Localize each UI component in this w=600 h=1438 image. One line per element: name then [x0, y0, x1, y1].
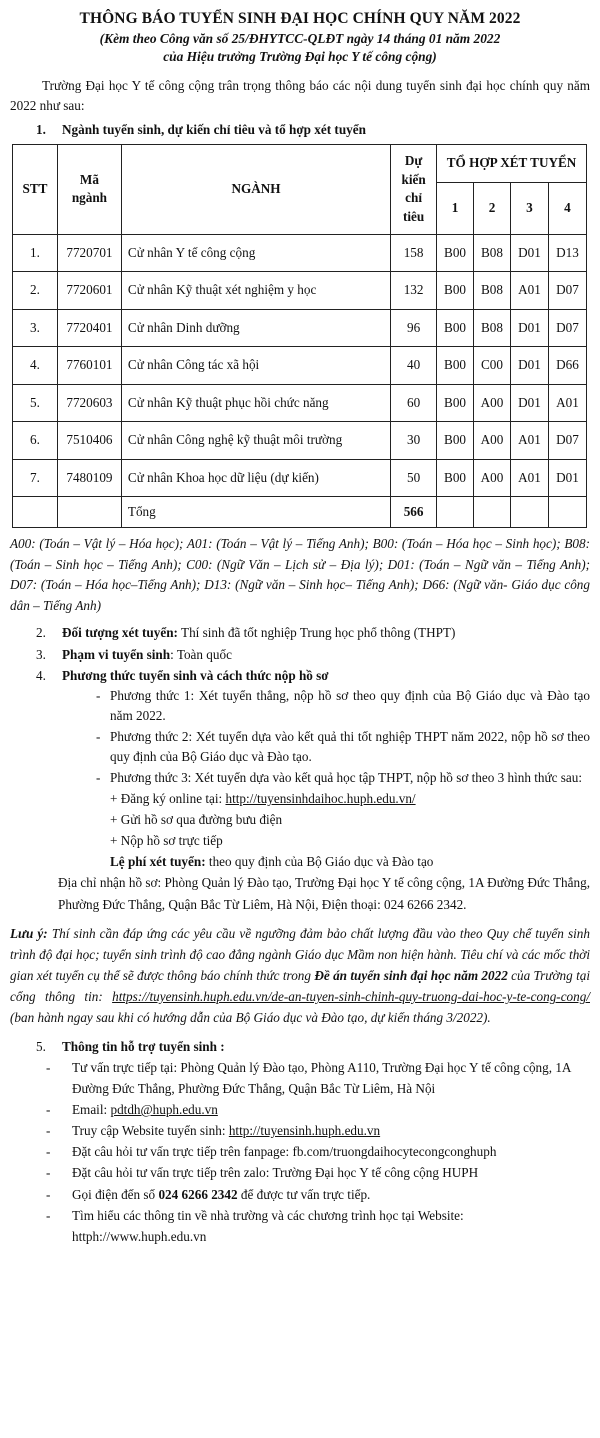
section-5-label: Thông tin hỗ trợ tuyển sinh :	[62, 1039, 225, 1055]
cell-empty	[437, 497, 474, 528]
table-row	[13, 422, 587, 460]
section-1-heading	[36, 121, 590, 139]
cell-combo-3: D01	[510, 347, 548, 385]
cell-quota: 40	[391, 347, 437, 385]
document-subtitle-line2: của Hiệu trưởng Trường Đại học Y tế công cộng)	[163, 48, 437, 64]
cell-code: 7760101	[57, 347, 121, 385]
note-text-3: (ban hành ngay sau khi có hướng dẫn của Bộ Giáo dục và Đào tạo, dự kiến tháng 3/2022).	[10, 1010, 491, 1026]
table-row	[13, 234, 587, 272]
cell-combo-4: D07	[548, 422, 586, 460]
table-total-row	[13, 497, 587, 528]
cell-combo-2: A00	[474, 459, 511, 497]
cell-major: Cử nhân Công nghệ kỹ thuật môi trường	[121, 422, 390, 460]
support-phone	[46, 1184, 590, 1205]
phone-number: 024 6266 2342	[158, 1186, 238, 1202]
bullet-dash: -	[96, 769, 101, 785]
document-title: THÔNG BÁO TUYỂN SINH ĐẠI HỌC CHÍNH QUY NĂM 2022	[79, 10, 521, 27]
cell-empty	[510, 497, 548, 528]
cell-combo-3: A01	[510, 459, 548, 497]
total-label: Tổng	[121, 497, 390, 528]
cell-quota: 30	[391, 422, 437, 460]
cell-stt: 5.	[13, 384, 58, 422]
cell-stt: 6.	[13, 422, 58, 460]
cell-combo-4: D07	[548, 272, 586, 310]
section-2	[36, 624, 590, 642]
support-website	[46, 1120, 590, 1141]
section-3-number: 3.	[36, 646, 46, 662]
table-row	[13, 459, 587, 497]
bullet-dash: -	[46, 1186, 51, 1202]
bullet-dash: -	[96, 687, 101, 703]
method-2	[96, 727, 590, 768]
cell-quota: 50	[391, 459, 437, 497]
total-value: 566	[391, 497, 437, 528]
fee-text: theo quy định của Bộ Giáo dục và Đào tạo	[205, 854, 434, 870]
section-4-label: Phương thức tuyển sinh và cách thức nộp hồ sơ	[62, 668, 329, 684]
cell-combo-2: B08	[474, 234, 511, 272]
admission-plan-link[interactable]: https://tuyensinh.huph.edu.vn/de-an-tuyen-sinh-chinh-quy-truong-dai-hoc-y-te-cong-cong/	[112, 989, 590, 1005]
fanpage-text: Đặt câu hỏi tư vấn trực tiếp trên fanpage: fb.com/truongdaihocytecongconghuph	[72, 1144, 497, 1160]
header-combo-2: 2	[474, 182, 511, 234]
method-1	[96, 686, 590, 727]
option-online	[110, 788, 590, 809]
bullet-dash: -	[46, 1102, 51, 1118]
section-3	[36, 646, 590, 664]
support-list	[46, 1057, 590, 1247]
section-2-label: Đối tượng xét tuyển:	[62, 625, 178, 641]
header-major: NGÀNH	[121, 144, 390, 234]
note-text-1: Thí sinh cần đáp ứng các yêu cầu về ngưỡng đảm bảo chất lượng đầu vào theo Quy chế tuyển sinh trình độ đại học; tuyển sinh trình độ cao đẳng ngành Giáo dục Mầm non hiện hành. Tiêu chí và các mốc thời gian xét tuyển cụ thể sẽ được thông báo chính thức trong	[10, 925, 590, 983]
header-combo: TỔ HỢP XÉT TUYỂN	[437, 144, 587, 182]
cell-major: Cử nhân Kỹ thuật phục hồi chức năng	[121, 384, 390, 422]
section-3-text: : Toàn quốc	[170, 646, 232, 662]
phone-label: Gọi điện đến số	[72, 1186, 159, 1202]
online-registration-link[interactable]: http://tuyensinhdaihoc.huph.edu.vn/	[225, 790, 416, 806]
header-stt: STT	[13, 144, 58, 234]
cell-code: 7720603	[57, 384, 121, 422]
support-email	[46, 1099, 590, 1120]
zalo-text: Đặt câu hỏi tư vấn trực tiếp trên zalo: Trường Đại học Y tế công cộng HUPH	[72, 1165, 479, 1181]
cell-stt: 1.	[13, 234, 58, 272]
cell-combo-4: D66	[548, 347, 586, 385]
cell-combo-3: A01	[510, 422, 548, 460]
header-quota: Dự kiến chỉ tiêu	[391, 144, 437, 234]
cell-combo-2: B08	[474, 272, 511, 310]
cell-empty	[474, 497, 511, 528]
cell-combo-1: B00	[437, 422, 474, 460]
website-label: Truy cập Website tuyển sinh:	[72, 1123, 229, 1139]
admission-website-link[interactable]: http://tuyensinh.huph.edu.vn	[228, 1123, 381, 1139]
cell-empty	[57, 497, 121, 528]
cell-stt: 4.	[13, 347, 58, 385]
support-consult-text: Tư vấn trực tiếp tại: Phòng Quản lý Đào tạo, Phòng A110, Trường Đại học Y tế công cộng, 1A Đường Đức Thắng, Phường Đức Thắng, Quận Bắc Từ Liêm, Hà Nội	[72, 1059, 571, 1096]
cell-stt: 2.	[13, 272, 58, 310]
admission-table	[12, 144, 587, 529]
document-subtitle-line1: (Kèm theo Công văn số 25/ĐHYTCC-QLĐT ngày 14 tháng 01 năm 2022	[99, 30, 501, 46]
bullet-dash: -	[46, 1144, 51, 1160]
support-fanpage	[46, 1141, 590, 1162]
cell-combo-1: B00	[437, 234, 474, 272]
cell-combo-1: B00	[437, 459, 474, 497]
table-row	[13, 309, 587, 347]
cell-combo-3: A01	[510, 272, 548, 310]
cell-combo-4: D01	[548, 459, 586, 497]
option-online-text: + Đăng ký online tại:	[110, 790, 226, 806]
cell-combo-1: B00	[437, 384, 474, 422]
cell-combo-1: B00	[437, 347, 474, 385]
cell-code: 7480109	[57, 459, 121, 497]
method-3-text: Phương thức 3: Xét tuyển dựa vào kết quả học tập THPT, nộp hồ sơ theo 3 hình thức sau:	[110, 769, 583, 785]
section-3-label: Phạm vi tuyển sinh	[62, 646, 171, 662]
header-combo-3: 3	[510, 182, 548, 234]
fee-line	[110, 851, 590, 872]
bullet-dash: -	[46, 1207, 51, 1223]
section-2-text: Thí sinh đã tốt nghiệp Trung học phổ thông (THPT)	[177, 625, 456, 641]
cell-code: 7510406	[57, 422, 121, 460]
cell-major: Cử nhân Dinh dưỡng	[121, 309, 390, 347]
bullet-dash: -	[46, 1165, 51, 1181]
cell-stt: 3.	[13, 309, 58, 347]
option-post: + Gửi hồ sơ qua đường bưu điện	[110, 812, 283, 828]
methods-list	[96, 686, 590, 873]
fee-label: Lệ phí xét tuyển:	[110, 854, 206, 870]
cell-code: 7720401	[57, 309, 121, 347]
note-paragraph	[10, 923, 590, 1029]
cell-empty	[13, 497, 58, 528]
support-consult	[46, 1057, 590, 1099]
cell-code: 7720601	[57, 272, 121, 310]
method-3-options	[110, 788, 590, 873]
cell-combo-4: D07	[548, 309, 586, 347]
bullet-dash: -	[46, 1123, 51, 1139]
cell-combo-2: A00	[474, 422, 511, 460]
table-row	[13, 347, 587, 385]
email-link[interactable]: pdtdh@huph.edu.vn	[110, 1102, 218, 1118]
note-strong: Đề án tuyển sinh đại học năm 2022	[314, 967, 508, 983]
cell-combo-2: A00	[474, 384, 511, 422]
cell-combo-1: B00	[437, 272, 474, 310]
note-label: Lưu ý:	[10, 925, 48, 941]
cell-code: 7720701	[57, 234, 121, 272]
method-1-text: Phương thức 1: Xét tuyển thẳng, nộp hồ sơ theo quy định của Bộ Giáo dục và Đào tạo năm 2022.	[110, 687, 590, 724]
method-3	[96, 768, 590, 788]
table-row	[13, 384, 587, 422]
cell-quota: 158	[391, 234, 437, 272]
email-label: Email:	[72, 1102, 111, 1118]
cell-combo-4: D13	[548, 234, 586, 272]
cell-combo-3: D01	[510, 384, 548, 422]
header-combo-4: 4	[548, 182, 586, 234]
section-4-number: 4.	[36, 668, 46, 684]
cell-major: Cử nhân Kỹ thuật xét nghiệm y học	[121, 272, 390, 310]
bullet-dash: -	[46, 1059, 51, 1075]
cell-major: Cử nhân Khoa học dữ liệu (dự kiến)	[121, 459, 390, 497]
cell-combo-3: D01	[510, 309, 548, 347]
note-text-2: của Trường tại cổng thông tin:	[10, 967, 590, 1005]
method-2-text: Phương thức 2: Xét tuyển dựa vào kết quả thi tốt nghiệp THPT năm 2022, nộp hồ sơ theo quy định của Bộ Giáo dục và Đào tạo.	[110, 728, 590, 765]
support-zalo	[46, 1162, 590, 1183]
section-4	[36, 667, 590, 685]
cell-quota: 96	[391, 309, 437, 347]
cell-stt: 7.	[13, 459, 58, 497]
submission-address: Địa chỉ nhận hồ sơ: Phòng Quản lý Đào tạo, Trường Đại học Y tế công cộng, 1A Đường Đức Thắng, Phường Đức Thắng, Quận Bắc Từ Liêm, Hà Nội, Điện thoại: 024 6266 2342.	[58, 875, 590, 912]
section-1-title: Ngành tuyển sinh, dự kiến chỉ tiêu và tổ hợp xét tuyển	[62, 122, 366, 138]
cell-combo-2: C00	[474, 347, 511, 385]
section-2-number: 2.	[36, 625, 46, 641]
option-direct: + Nộp hồ sơ trực tiếp	[110, 833, 223, 849]
combo-legend: A00: (Toán – Vật lý – Hóa học); A01: (Toán – Vật lý – Tiếng Anh); B00: (Toán – Hóa học – Sinh học); B08: (Toán – Sinh học – Tiếng Anh); C00: (Ngữ Văn – Lịch sử – Địa lý); D01: (Toán – Ngữ văn – Tiếng Anh); D07: (Toán – Hóa học–Tiếng Anh); D13: (Ngữ văn – Sinh học– Tiếng Anh); D66: (Ngữ văn- Giáo dục công dân – Tiếng Anh)	[10, 536, 590, 613]
bullet-dash: -	[96, 728, 101, 744]
section-1-number: 1.	[36, 122, 46, 138]
section-5	[36, 1038, 590, 1056]
info-text: Tìm hiểu các thông tin về nhà trường và các chương trình học tại Website: httph://www.huph.edu.vn	[72, 1207, 464, 1244]
cell-combo-4: A01	[548, 384, 586, 422]
header-combo-1: 1	[437, 182, 474, 234]
phone-after: để được tư vấn trực tiếp.	[237, 1186, 371, 1202]
cell-combo-3: D01	[510, 234, 548, 272]
section-5-number: 5.	[36, 1039, 46, 1055]
cell-major: Cử nhân Công tác xã hội	[121, 347, 390, 385]
header-code: Mã ngành	[57, 144, 121, 234]
cell-major: Cử nhân Y tế công cộng	[121, 234, 390, 272]
intro-paragraph: Trường Đại học Y tế công cộng trân trọng thông báo các nội dung tuyển sinh đại học chính quy năm 2022 như sau:	[10, 77, 590, 113]
cell-empty	[548, 497, 586, 528]
cell-combo-2: B08	[474, 309, 511, 347]
support-info	[46, 1205, 590, 1247]
table-row	[13, 272, 587, 310]
cell-quota: 60	[391, 384, 437, 422]
cell-quota: 132	[391, 272, 437, 310]
cell-combo-1: B00	[437, 309, 474, 347]
